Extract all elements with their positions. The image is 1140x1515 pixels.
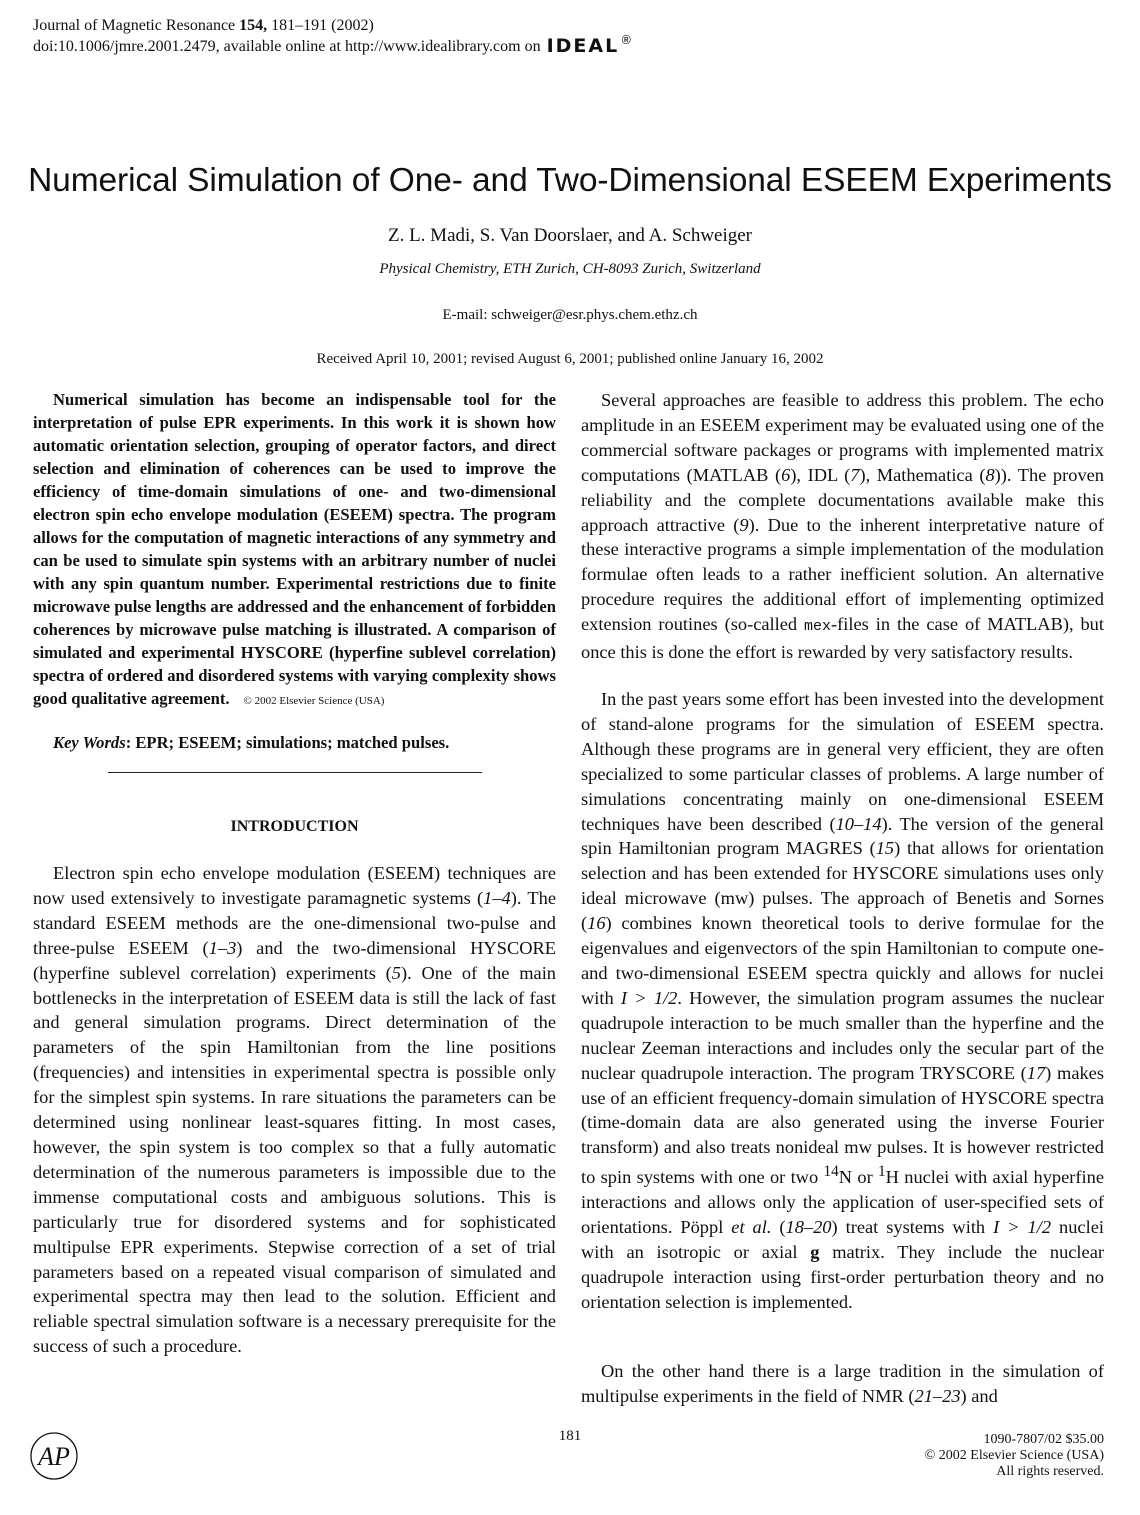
et-al: et al. bbox=[731, 1217, 772, 1238]
doi-text: doi:10.1006/jmre.2001.2479, available online at http://www.idealibrary.com on bbox=[33, 38, 541, 55]
journal-pages: 181–191 (2002) bbox=[271, 17, 374, 34]
journal-volume: 154, bbox=[239, 17, 268, 34]
text-run: ) that allows for orientation selection and has been extended for HYSCORE simulations uses only ideal microwave (mw) pulses. The approach of Benetis and Sornes ( bbox=[581, 838, 1104, 934]
text-run: ) makes use of an efficient frequency-domain simulation of HYSCORE spectra (time-domain data are also generated using the inverse Fourier transform) and also treats nonideal mw pulses. It is however restricted to spin systems with one or two bbox=[581, 1062, 1104, 1188]
footer-publisher-info bbox=[780, 1432, 1104, 1480]
paper-title: Numerical Simulation of One- and Two-Dimensional ESEEM Experiments bbox=[28, 162, 1112, 199]
received-dates: Received April 10, 2001; revised August 6, 2001; published online January 16, 2002 bbox=[316, 351, 824, 367]
reference-citation: 1–3 bbox=[208, 937, 237, 958]
text-run: nuclei with an isotropic or axial bbox=[581, 1217, 1104, 1263]
ideal-logo-text: IDEAL bbox=[546, 35, 620, 57]
abstract bbox=[33, 388, 556, 713]
journal-name: Journal of Magnetic Resonance bbox=[33, 17, 236, 34]
text-run: ) treat systems with bbox=[831, 1217, 994, 1238]
right-paragraph-3 bbox=[581, 1359, 1104, 1409]
right-paragraph-1 bbox=[581, 388, 1104, 665]
reference-citation: 16 bbox=[587, 913, 606, 934]
text-run: matrix. They include the nuclear quadrupole interaction using first-order perturbation theory and no orientation selection is implemented. bbox=[581, 1242, 1104, 1312]
reference-citation: 9 bbox=[739, 514, 749, 535]
text-run: Electron spin echo envelope modulation (ESEEM) techniques are now used extensively to investigate paramagnetic systems ( bbox=[33, 863, 556, 908]
text-run: ( bbox=[771, 1217, 786, 1238]
isotope-mass-number: 1 bbox=[878, 1163, 886, 1181]
affiliation: Physical Chemistry, ETH Zurich, CH-8093 Zurich, Switzerland bbox=[379, 261, 761, 277]
text-run: N or bbox=[838, 1167, 878, 1188]
abstract-divider bbox=[108, 772, 482, 773]
math-expression: I > 1/2 bbox=[620, 987, 678, 1008]
reference-citation: 6 bbox=[781, 464, 791, 485]
text-run: ), IDL ( bbox=[790, 464, 851, 485]
academic-press-logo bbox=[29, 1431, 79, 1481]
reference-citation: 17 bbox=[1026, 1062, 1046, 1083]
text-run: . However, the simulation program assumes the nuclear quadrupole interaction to be much smaller than the hyperfine and the nuclear Zeeman interactions and includes only the secular part of the nuclear quadrupole interaction. The program TRYSCORE ( bbox=[581, 987, 1105, 1083]
text-run: ). One of the main bottlenecks in the interpretation of ESEEM data is still the lack of fast and general simulation programs. Direct determination of the parameters of the spin Hamiltonian from the line positions (frequencies) and intensities in experimental spectra is possible only for the simplest spin systems. In rare situations the parameters can be determined using nonlinear least-squares fitting. In most cases, however, the spin system is too complex so that a fully automatic determination of the numerous parameters is impossible due to the immense computational costs and ambiguous solutions. This is particularly true for disordered systems and for sophisticated multipulse EPR experiments. Stepwise correction of a set of trial parameters based on a repeated visual comparison of simulated and experimental spectra may then lead to the solution. Efficient and reliable spectral simulation software is a necessary prerequisite for the success of such a procedure. bbox=[33, 962, 556, 1357]
author-list: Z. L. Madi, S. Van Doorslaer, and A. Schweiger bbox=[387, 225, 753, 246]
text-run: ) and the two-dimensional HYSCORE (hyperfine sublevel correlation) experiments ( bbox=[33, 937, 556, 983]
math-expression: I > 1/2 bbox=[993, 1217, 1052, 1238]
g-matrix-symbol: g bbox=[810, 1242, 820, 1263]
text-run: H nuclei with axial hyperfine interactions and allows only the application of user-specified sets of orientations. Pöppl bbox=[581, 1167, 1104, 1238]
reference-citation: 5 bbox=[391, 962, 401, 983]
abstract-copyright: © 2002 Elsevier Science (USA) bbox=[243, 695, 385, 707]
section-heading-introduction: INTRODUCTION bbox=[230, 818, 359, 835]
text-run: ) combines known theoretical tools to derive formulae for the eigenvalues and eigenvectors of the spin Hamiltonian to compute one- and two-dimensional ESEEM spectra quickly and allows for nuclei with bbox=[581, 913, 1104, 1008]
reference-citation: 21–23 bbox=[914, 1385, 961, 1406]
text-run: ). The standard ESEEM methods are the one-dimensional two-pulse and three-pulse ESEEM ( bbox=[33, 887, 556, 958]
publisher-logo-text: AP bbox=[38, 1442, 70, 1471]
journal-header bbox=[33, 15, 634, 57]
journal-citation bbox=[33, 15, 634, 36]
text-run: )). The proven reliability and the complete documentations available make this approach attractive ( bbox=[581, 464, 1104, 535]
keywords-text: : EPR; ESEEM; simulations; matched pulses. bbox=[125, 733, 450, 752]
text-run: ). The version of the general spin Hamiltonian program MAGRES ( bbox=[581, 813, 1104, 859]
contact-email: E-mail: schweiger@esr.phys.chem.ethz.ch bbox=[442, 307, 698, 323]
isotope-mass-number: 14 bbox=[823, 1163, 839, 1181]
keywords-label: Key Words bbox=[53, 733, 126, 752]
reference-citation: 18–20 bbox=[785, 1217, 832, 1238]
right-paragraph-2 bbox=[581, 687, 1104, 1315]
rights-reserved: All rights reserved. bbox=[996, 1464, 1104, 1479]
registered-mark: ® bbox=[620, 33, 635, 47]
page-number: 181 bbox=[558, 1428, 582, 1444]
text-run: -files in the case of MATLAB), but once this is done the effort is rewarded by very satisfactory results. bbox=[581, 614, 1104, 663]
reference-citation: 1–4 bbox=[483, 887, 511, 908]
text-run: ). Due to the inherent interpretative nature of these interactive programs a simple implementation of the modulation formulae often leads to a rather inefficient solution. An alternative procedure requires the additional effort of implementing optimized extension routines (so-called bbox=[581, 514, 1105, 635]
reference-citation: 15 bbox=[875, 838, 895, 859]
ideal-logo bbox=[546, 33, 635, 57]
reference-citation: 7 bbox=[850, 464, 860, 485]
text-run: In the past years some effort has been invested into the development of stand-alone programs for the simulation of ESEEM spectra. Although these programs are in general very efficient, they are often specialized to some particular classes of problems. A large number of simulations concentrating mainly on one-dimensional ESEEM techniques have been described ( bbox=[581, 689, 1104, 834]
keywords bbox=[53, 733, 449, 753]
issn-price: 1090-7807/02 $35.00 bbox=[983, 1432, 1104, 1447]
reference-citation: 10–14 bbox=[835, 813, 882, 834]
doi-line bbox=[33, 33, 635, 57]
text-run: On the other hand there is a large tradition in the simulation of multipulse experiments in the field of NMR ( bbox=[581, 1361, 1104, 1406]
text-run: Several approaches are feasible to address this problem. The echo amplitude in an ESEEM experiment may be evaluated using one of the commercial software packages or programs with implemented matrix computations (MATLAB ( bbox=[581, 390, 1104, 485]
abstract-text: Numerical simulation has become an indispensable tool for the interpretation of pulse EPR experiments. In this work it is shown how automatic orientation selection, grouping of operator factors, and direct selection and elimination of coherences can be used to improve the efficiency of time-domain simulations of one- and two-dimensional electron spin echo envelope modulation (ESEEM) spectra. The program allows for the computation of magnetic interactions of any symmetry and can be used to simulate spin systems with an arbitrary number of nuclei with any spin quantum number. Experimental restrictions due to finite microwave pulse lengths are addressed and the enhancement of forbidden coherences by microwave pulse matching is illustrated. A comparison of simulated and experimental HYSCORE (hyperfine sublevel correlation) spectra of ordered and disordered systems with varying complexity shows good qualitative agreement. bbox=[33, 390, 556, 708]
text-run: ), Mathematica ( bbox=[859, 464, 986, 485]
code-term: mex bbox=[804, 618, 832, 636]
text-run: ) and bbox=[960, 1385, 998, 1406]
intro-paragraph bbox=[33, 861, 556, 1359]
footer-copyright: © 2002 Elsevier Science (USA) bbox=[924, 1448, 1104, 1463]
reference-citation: 8 bbox=[985, 464, 995, 485]
